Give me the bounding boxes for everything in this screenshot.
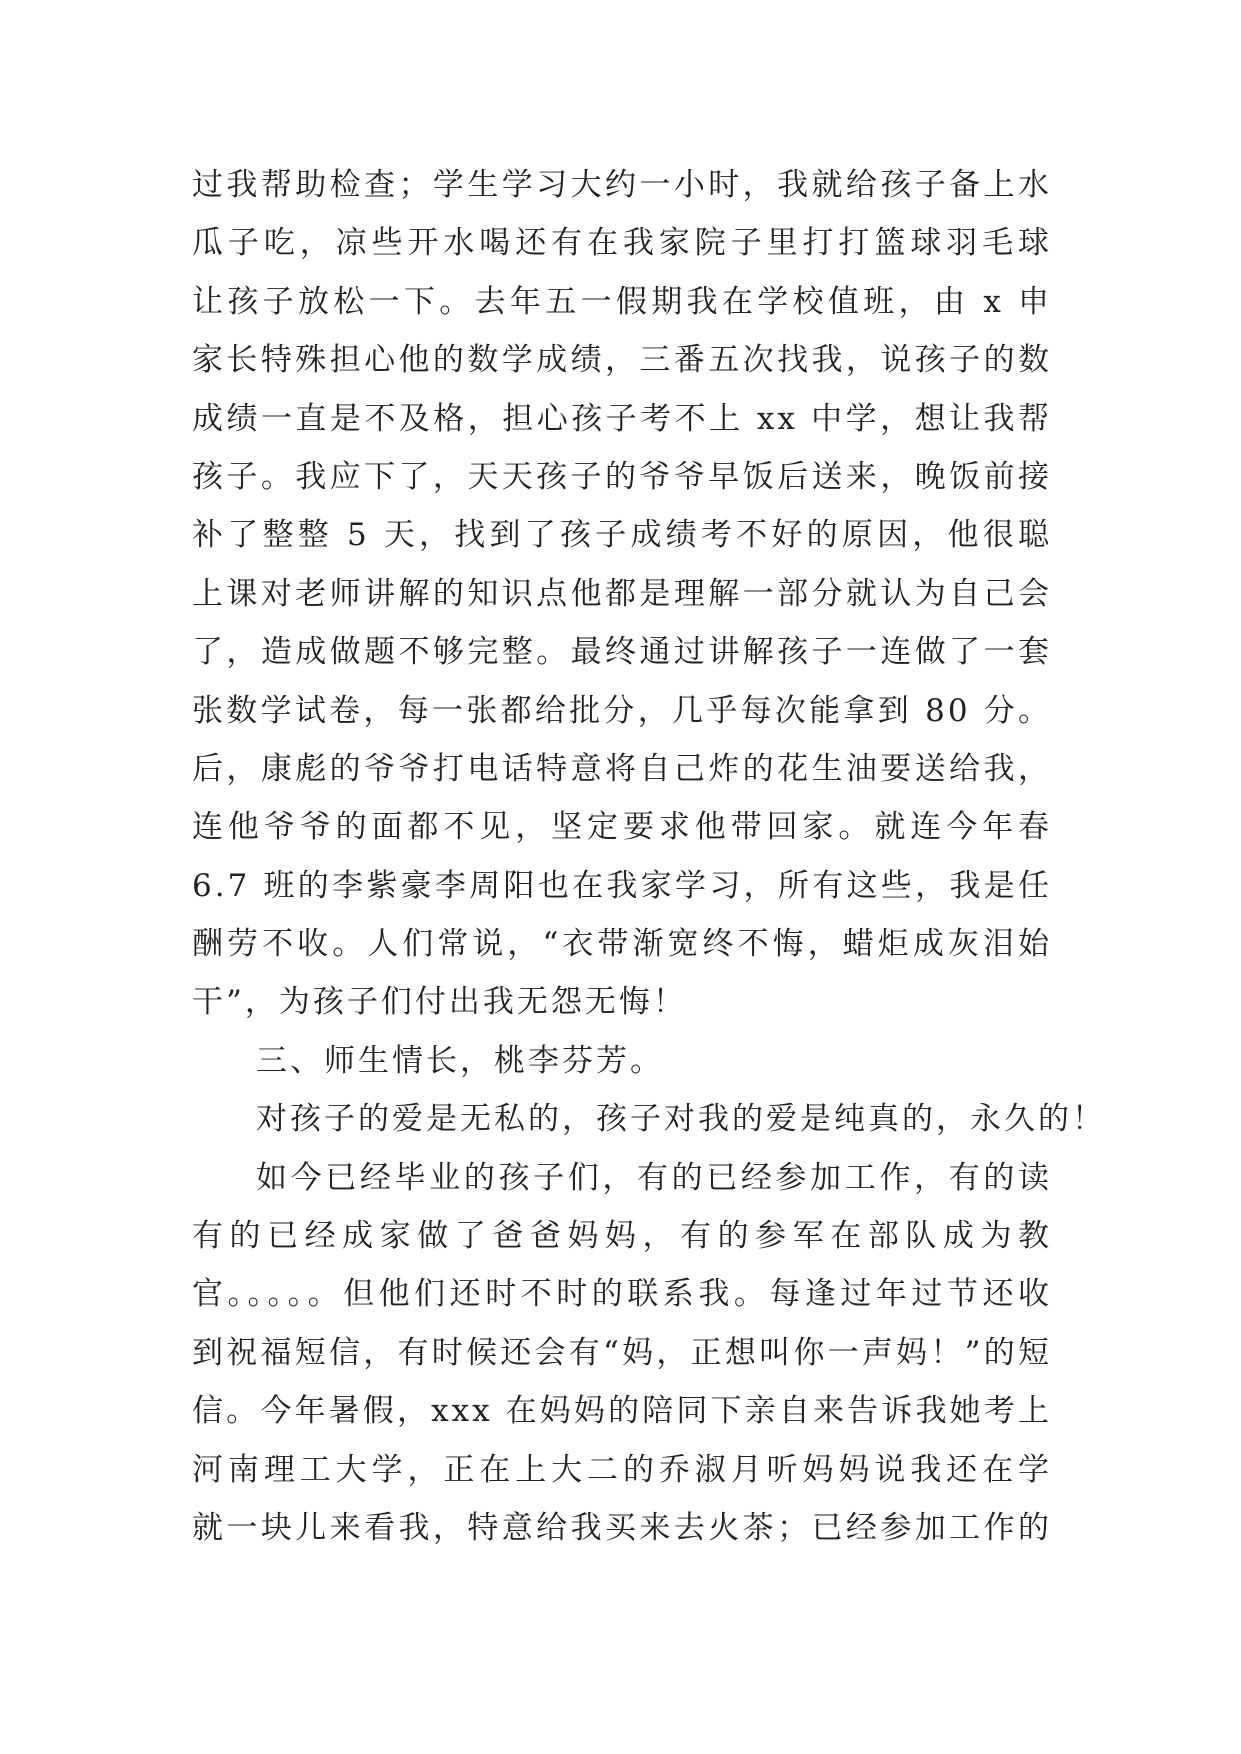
text-line: 了，造成做题不够完整。最终通过讲解孩子一连做了一套 bbox=[192, 634, 1052, 671]
text-line: 到祝福短信，有时候还会有“妈，正想叫你一声妈！”的短 bbox=[192, 1334, 1052, 1371]
text-line: 官。。。。。但他们还时不时的联系我。每逢过年过节还收 bbox=[192, 1276, 1052, 1313]
text-line: 上课对老师讲解的知识点他都是理解一部分就认为自己会 bbox=[192, 575, 1052, 612]
text-line: 河南理工大学，正在上大二的乔淑月听妈妈说我还在学 bbox=[192, 1451, 1052, 1488]
text-line: 让孩子放松一下。去年五一假期我在学校值班，由 x 申 bbox=[192, 283, 1052, 320]
text-line: 6.7 班的李紫豪李周阳也在我家学习，所有这些，我是任 bbox=[192, 867, 1052, 904]
text-line: 补了整整 5 天，找到了孩子成绩考不好的原因，他很聪 bbox=[192, 517, 1052, 554]
text-line: 干”，为孩子们付出我无怨无悔！ bbox=[192, 984, 687, 1021]
text-line: 后，康彪的爷爷打电话特意将自己炸的花生油要送给我， bbox=[192, 750, 1052, 787]
text-line: 如今已经毕业的孩子们，有的已经参加工作，有的读 bbox=[256, 1159, 1052, 1196]
text-line: 对孩子的爱是无私的，孩子对我的爱是纯真的，永久的！ bbox=[256, 1101, 1106, 1138]
text-line: 过我帮助检查；学生学习大约一小时，我就给孩子备上水 bbox=[192, 167, 1052, 203]
text-line: 信。今年暑假，xxx 在妈妈的陪同下亲自来告诉我她考上 bbox=[192, 1393, 1052, 1430]
text-line: 成绩一直是不及格，担心孩子考不上 xx 中学，想让我帮 bbox=[192, 400, 1052, 437]
text-line: 连他爷爷的面都不见，坚定要求他带回家。就连今年春 bbox=[192, 809, 1052, 846]
text-line: 孩子。我应下了，天天孩子的爷爷早饭后送来，晚饭前接 bbox=[192, 458, 1052, 495]
text-line: 有的已经成家做了爸爸妈妈，有的参军在部队成为教 bbox=[192, 1218, 1052, 1255]
document-body bbox=[192, 156, 1106, 1557]
text-line: 张数学试卷，每一张都给批分，几乎每次能拿到 80 分。 bbox=[192, 692, 1052, 729]
text-line: 三、师生情长，桃李芬芳。 bbox=[256, 1042, 664, 1079]
text-line: 家长特殊担心他的数学成绩，三番五次找我，说孩子的数 bbox=[192, 342, 1052, 379]
text-line: 酬劳不收。人们常说，“衣带渐宽终不悔，蜡炬成灰泪始 bbox=[192, 926, 1052, 963]
text-line: 就一块儿来看我，特意给我买来去火茶；已经参加工作的 bbox=[192, 1509, 1052, 1546]
text-line: 瓜子吃，凉些开水喝还有在我家院子里打打篮球羽毛球 bbox=[192, 225, 1052, 262]
